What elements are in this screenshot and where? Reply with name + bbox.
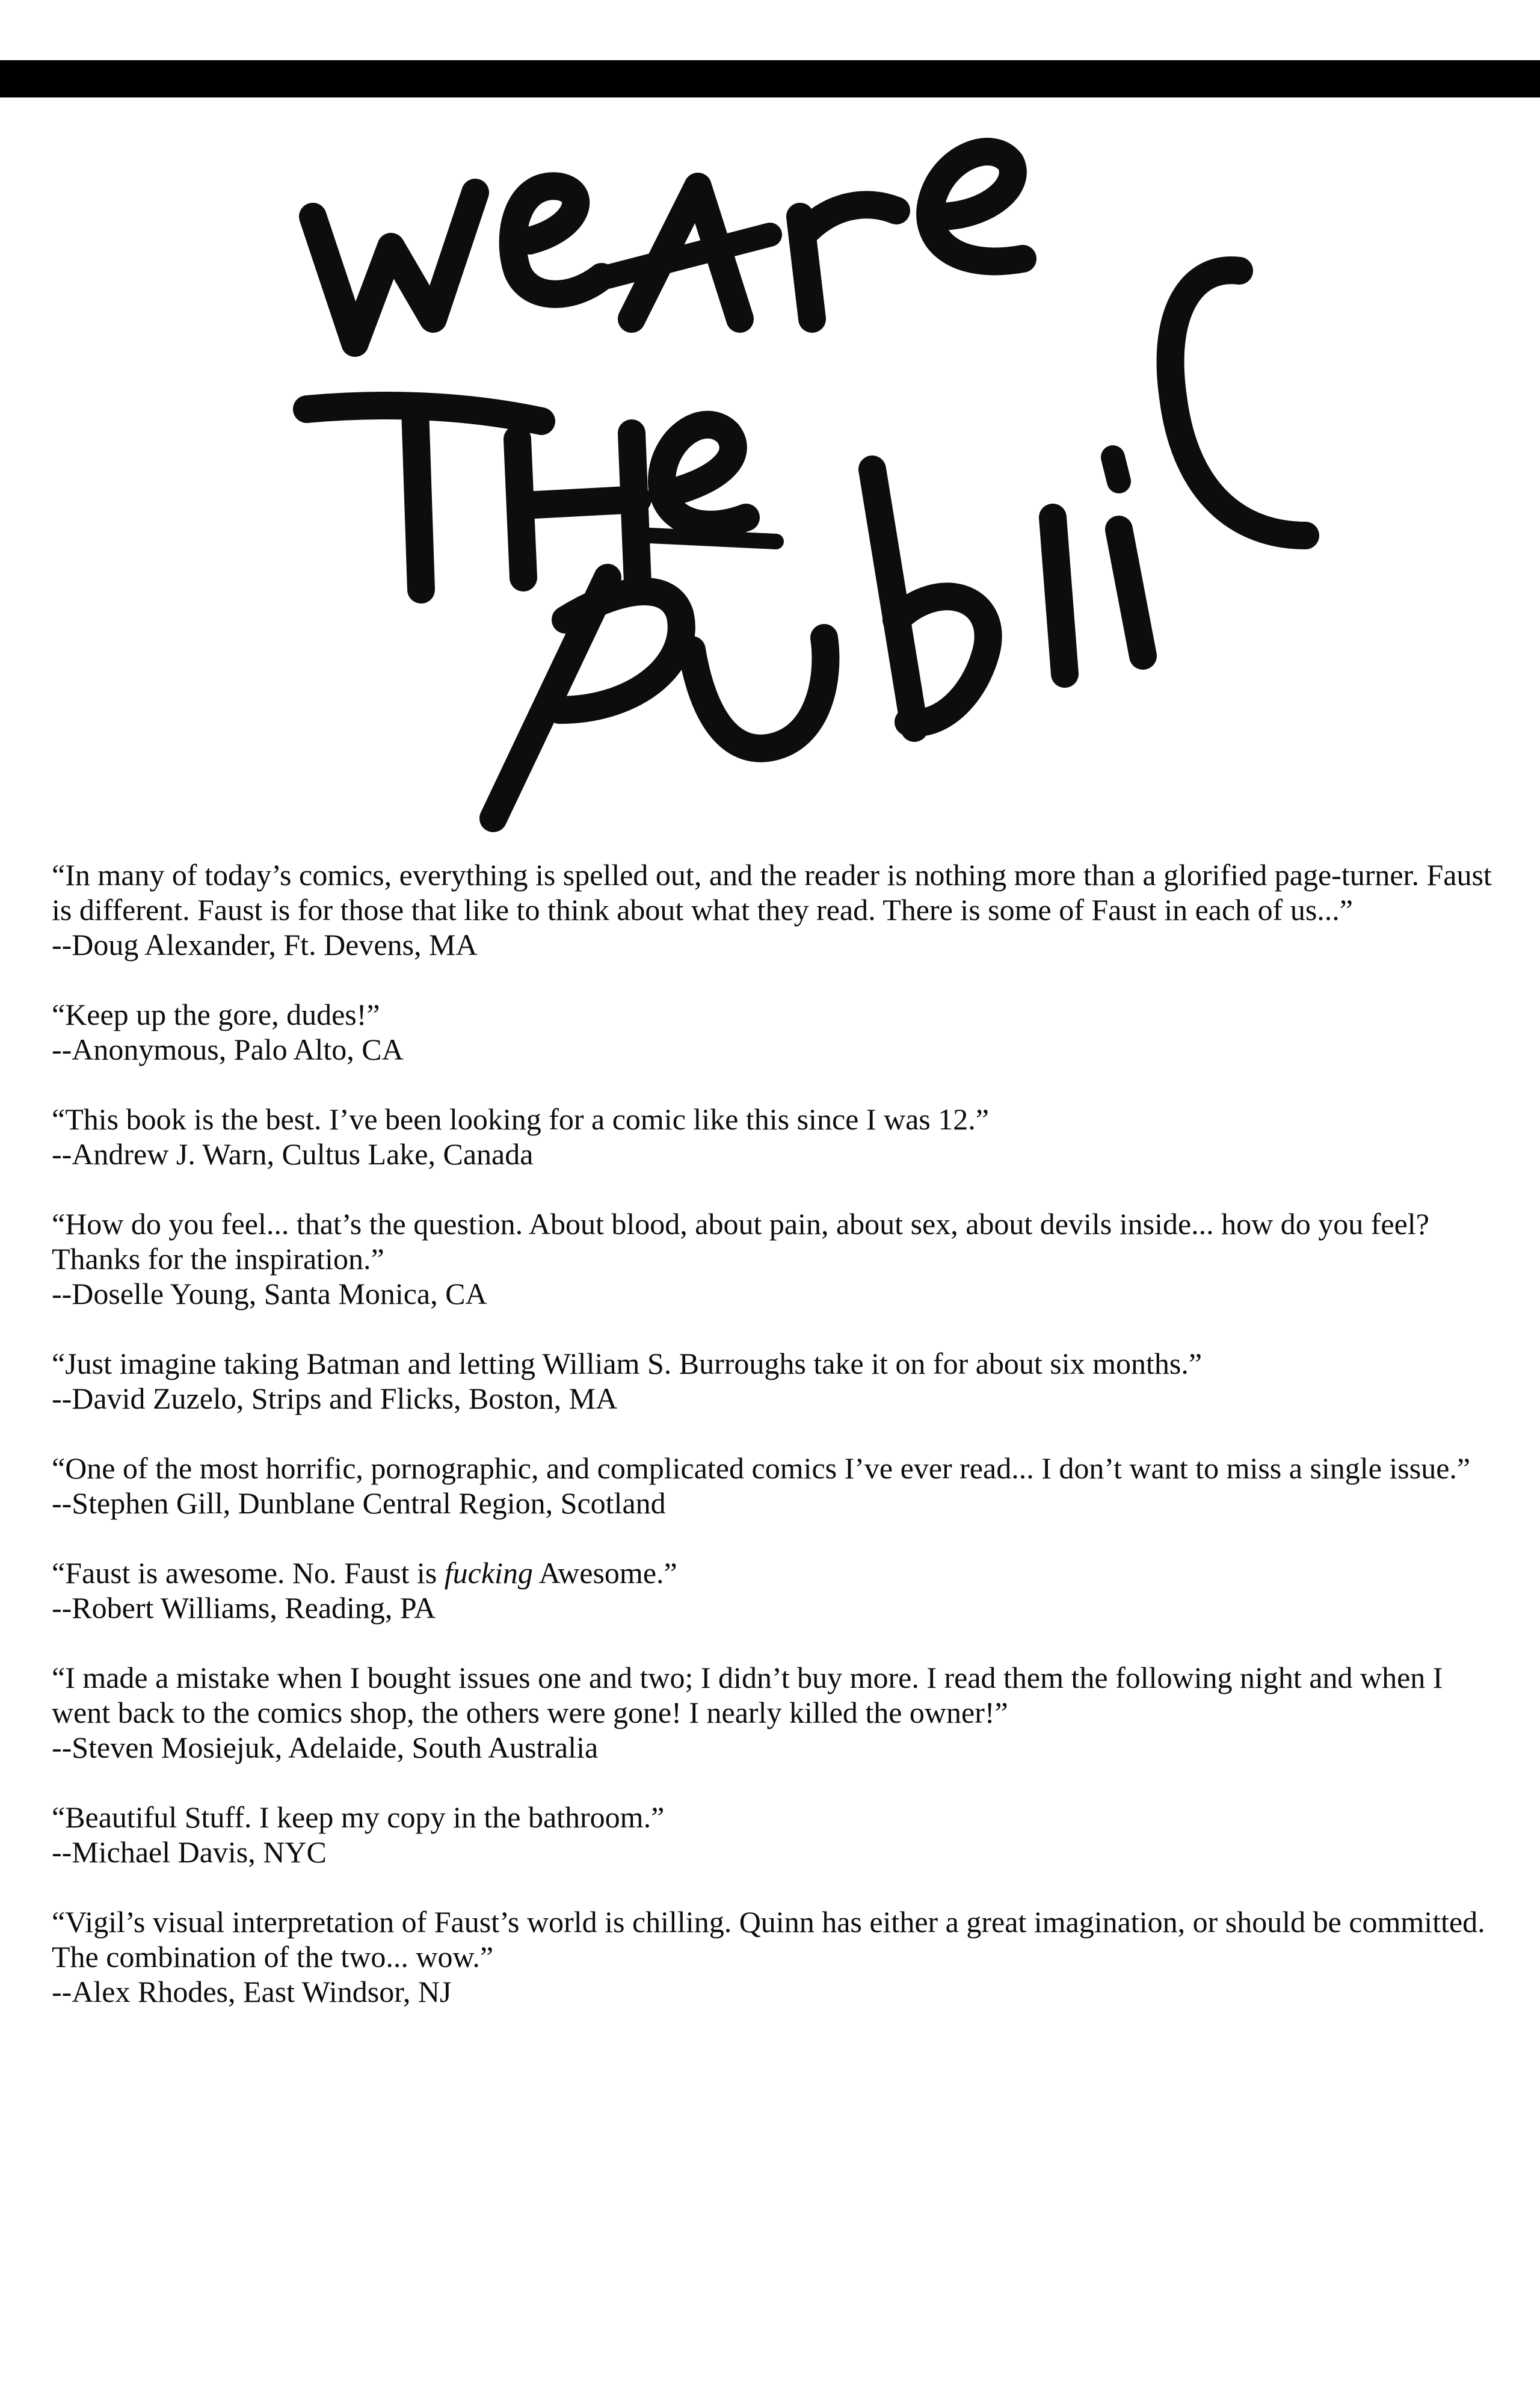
quote-text: “Just imagine taking Batman and letting William S. Burroughs take it on for about six months.” xyxy=(52,1347,1203,1380)
quote-text-part: Awesome.” xyxy=(532,1556,677,1590)
quote-attribution: --Andrew J. Warn, Cultus Lake, Canada xyxy=(52,1137,534,1171)
quote-attribution: --Robert Williams, Reading, PA xyxy=(52,1591,436,1625)
quote-text xyxy=(52,1555,1495,1590)
quote-item xyxy=(52,1555,1495,1625)
top-black-bar xyxy=(0,60,1540,97)
reader-quotes xyxy=(52,857,1495,2044)
quote-text: “Vigil’s visual interpretation of Faust’s world is chilling. Quinn has either a great imagination, or should be committed. The combination of the two... wow.” xyxy=(52,1905,1485,1974)
quote-attribution: --David Zuzelo, Strips and Flicks, Boston, MA xyxy=(52,1382,618,1415)
quote-attribution: --Doug Alexander, Ft. Devens, MA xyxy=(52,928,478,962)
quote-item xyxy=(52,1206,1495,1311)
quote-text: “I made a mistake when I bought issues one and two; I didn’t buy more. I read them the following night and when I went back to the comics shop, the others were gone! I nearly killed the owner!” xyxy=(52,1661,1443,1729)
quote-attribution: --Doselle Young, Santa Monica, CA xyxy=(52,1277,487,1311)
quote-item xyxy=(52,857,1495,962)
quote-text: “This book is the best. I’ve been looking for a comic like this since I was 12.” xyxy=(52,1102,989,1136)
quote-attribution: --Steven Mosiejuk, Adelaide, South Australia xyxy=(52,1731,599,1764)
handwritten-word-we-are xyxy=(313,152,1023,343)
handwritten-word-the xyxy=(307,406,776,590)
handwritten-title xyxy=(0,120,1540,860)
quote-item xyxy=(52,1346,1495,1416)
quote-text: “In many of today’s comics, everything is spelled out, and the reader is nothing more than a glorified page-turner. Faust is different. Faust is for those that like to think about what they read. There is some of Faust in each of us...” xyxy=(52,858,1492,927)
quote-attribution: --Michael Davis, NYC xyxy=(52,1835,327,1869)
quote-item xyxy=(52,997,1495,1067)
quote-text: “How do you feel... that’s the question. About blood, about pain, about sex, about devils inside... how do you feel? Thanks for the inspiration.” xyxy=(52,1207,1429,1276)
quote-item xyxy=(52,1800,1495,1870)
quote-text-part: “Faust is awesome. No. Faust is xyxy=(52,1556,445,1590)
quote-text: “Beautiful Stuff. I keep my copy in the bathroom.” xyxy=(52,1800,665,1834)
quote-text-emphasis: fucking xyxy=(444,1556,533,1590)
quote-item xyxy=(52,1904,1495,2009)
quote-attribution: --Alex Rhodes, East Windsor, NJ xyxy=(52,1975,452,2009)
quote-attribution: --Stephen Gill, Dunblane Central Region, Scotland xyxy=(52,1486,666,1520)
quote-attribution: --Anonymous, Palo Alto, CA xyxy=(52,1033,404,1066)
quote-item xyxy=(52,1102,1495,1172)
quote-text: “Keep up the gore, dudes!” xyxy=(52,998,380,1031)
quote-item xyxy=(52,1451,1495,1521)
quote-item xyxy=(52,1660,1495,1765)
quote-text: “One of the most horrific, pornographic, and complicated comics I’ve ever read... I don’t want to miss a single issue.” xyxy=(52,1451,1471,1485)
handwritten-word-public xyxy=(493,270,1305,818)
handwritten-title-drawing xyxy=(0,120,1540,860)
